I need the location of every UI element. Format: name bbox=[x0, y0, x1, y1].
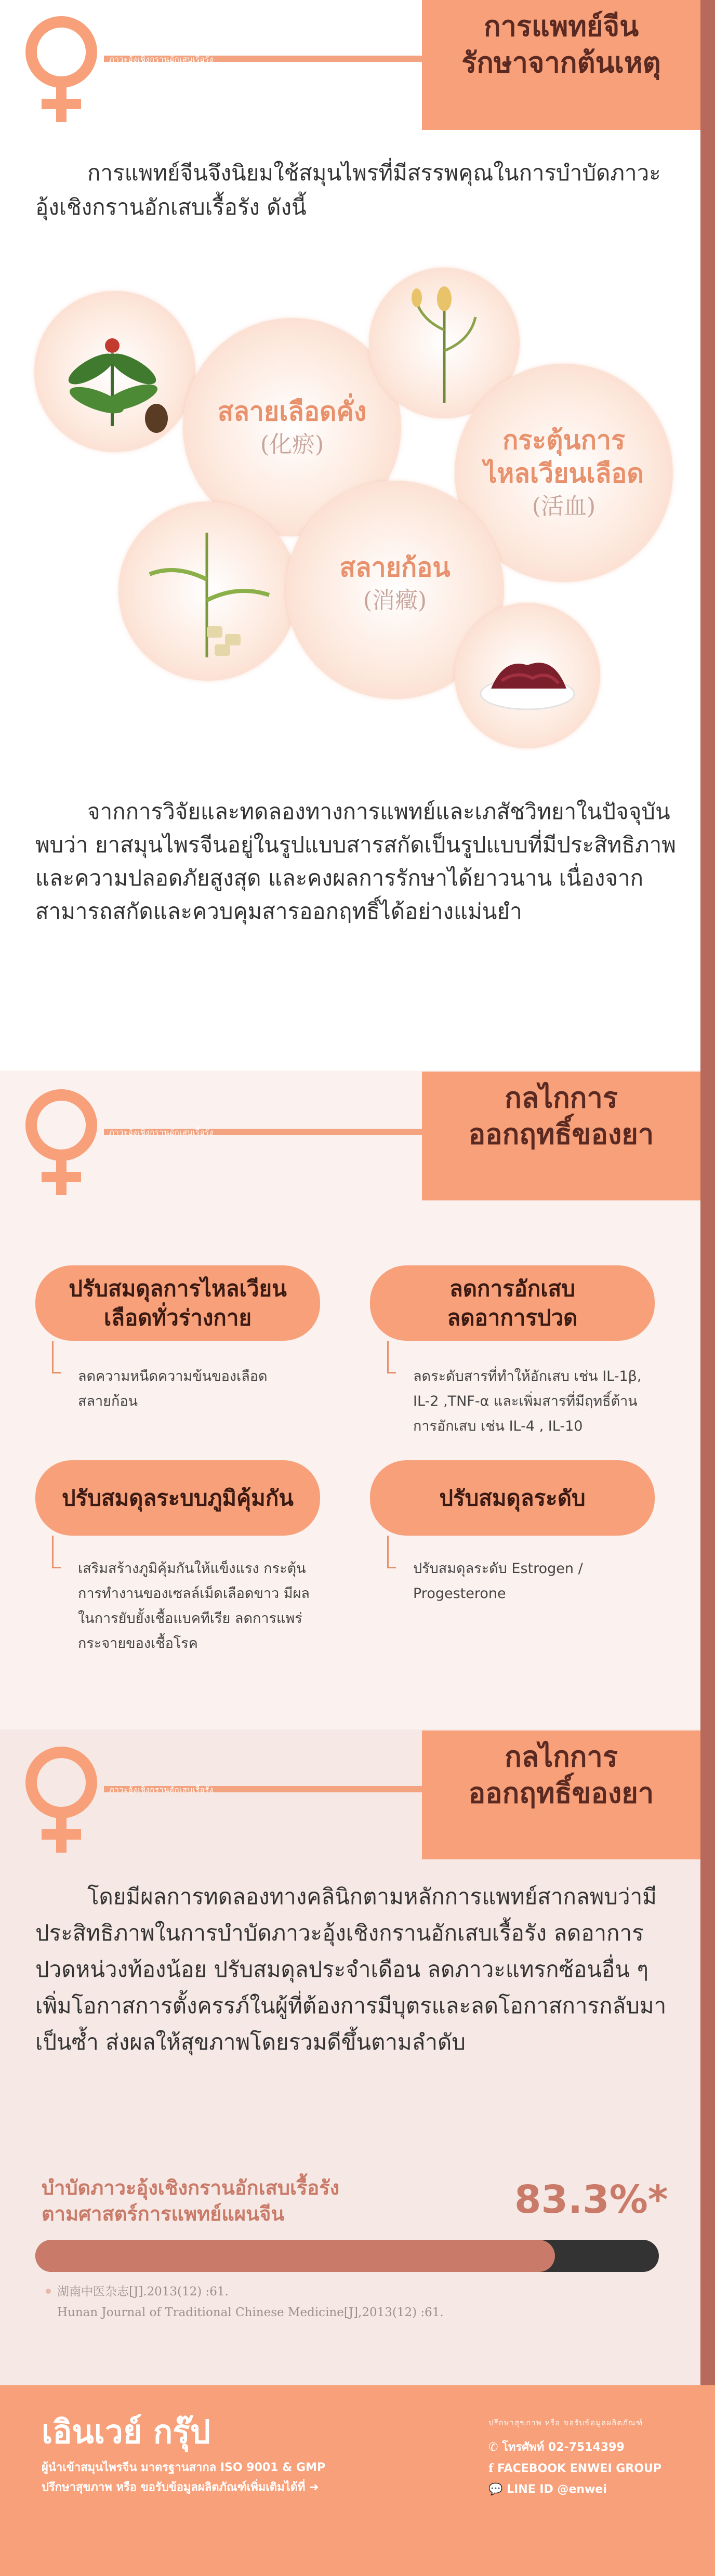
mechanism-bullet-line bbox=[387, 1341, 396, 1373]
mechanism-desc-hormone: ปรับสมดุลระดับ Estrogen / Progesterone bbox=[413, 1561, 583, 1602]
section3-title bbox=[422, 1730, 700, 1859]
section2-title-line1: กลไกการ bbox=[505, 1081, 618, 1114]
circle-mass-label: สลายก้อน (消癥) bbox=[286, 551, 504, 617]
venus-symbol-icon bbox=[25, 16, 98, 127]
mechanism-bullet-line bbox=[52, 1536, 61, 1568]
mechanism-bullet-line bbox=[52, 1341, 61, 1373]
header-tag: ภาวะอุ้งเชิงกรานอักเสบเรื้อรัง bbox=[109, 1785, 214, 1794]
circle-mass-chinese: (消癥) bbox=[363, 587, 427, 614]
section1-title-line2: รักษาจากต้นเหตุ bbox=[461, 46, 661, 79]
stat-value: 83.3%* bbox=[514, 2177, 668, 2222]
section3-title-line1: กลไกการ bbox=[505, 1740, 618, 1773]
progress-fill bbox=[35, 2240, 555, 2272]
section2-title-line2: ออกฤทธิ์ของยา bbox=[468, 1118, 654, 1151]
brand-tagline: ผู้นำเข้าสมุนไพรจีน มาตรฐานสากล ISO 9001 & GMP ปรึกษาสุขภาพ หรือ ขอรับข้อมูลผลิตภัณฑ์เพิ่มเติมได้ที่ ➜ bbox=[42, 2461, 326, 2494]
phone-contact[interactable]: ✆ โทรศัพท์ 02-7514399 bbox=[488, 2441, 625, 2454]
phone-icon: ✆ bbox=[488, 2441, 498, 2454]
herb-grass-icon bbox=[118, 501, 298, 681]
line-contact[interactable]: 💬 LINE ID @enwei bbox=[488, 2483, 607, 2496]
mechanism-pill-circulation: ปรับสมดุลการไหลเวียน เลือดทั่วร่างกาย bbox=[35, 1265, 320, 1341]
header-tag: ภาวะอุ้งเชิงกรานอักเสบเรื้อรัง bbox=[109, 1128, 214, 1137]
mechanism-bullet-line bbox=[387, 1536, 396, 1568]
right-edge-bar bbox=[700, 0, 715, 2385]
footer bbox=[0, 2385, 715, 2576]
circle-circulation-chinese: (活血) bbox=[532, 493, 596, 520]
facebook-contact[interactable]: f FACEBOOK ENWEI GROUP bbox=[488, 2462, 661, 2475]
herb-plant-icon bbox=[34, 291, 195, 452]
line-chat-icon: 💬 bbox=[488, 2483, 503, 2496]
brand-name: เอินเวย์ กรุ๊ป bbox=[42, 2413, 210, 2451]
mechanism-desc-circulation: ลดความหนืดความข้นของเลือด สลายก้อน bbox=[78, 1368, 268, 1409]
section1-title-line1: การแพทย์จีน bbox=[483, 10, 639, 43]
facebook-icon: f bbox=[488, 2462, 494, 2475]
mechanism-pill-inflammation: ลดการอักเสบ ลดอาการปวด bbox=[370, 1265, 655, 1341]
mechanism-desc-inflammation: ลดระดับสารที่ทำให้อักเสบ เช่น IL-1β, IL-2 ,TNF-α และเพิ่มสารที่มีฤทธิ์ต้าน การอักเสบ เช่น IL-4 , IL-10 bbox=[413, 1368, 642, 1434]
contact-list bbox=[488, 2437, 661, 2500]
venus-symbol-icon bbox=[25, 1746, 98, 1858]
herb-bowl-icon bbox=[455, 603, 600, 748]
circle-circulation-label: กระตุ้นการ ไหลเวียนเลือด (活血) bbox=[455, 424, 673, 523]
circle-blood-stasis-label: สลายเลือดคั่ง (化瘀) bbox=[183, 395, 401, 461]
progress-track bbox=[35, 2240, 659, 2272]
section1-body: จากการวิจัยและทดลองทางการแพทย์และเภสัชวิทยาในปัจจุบันพบว่า ยาสมุนไพรจีนอยู่ในรูปแบบสารสกัดเป็นรูปแบบที่มีประสิทธิภาพและความปลอดภัยสูงสุด และคงผลการรักษาได้ยาวนาน เนื่องจากสามารถสกัดและควบคุมสารออกฤทธิ์ได้อย่างแม่นยำ bbox=[35, 799, 676, 924]
section2-title bbox=[422, 1072, 700, 1200]
reference: 湖南中医杂志[J].2013(12) :61. Hunan Journal of Traditional Chinese Medicine[J],2013(12) :61. bbox=[57, 2285, 444, 2319]
header-tag: ภาวะอุ้งเชิงกรานอักเสบเรื้อรัง bbox=[109, 55, 214, 64]
mechanism-pill-immunity: ปรับสมดุลระบบภูมิคุ้มกัน bbox=[35, 1460, 320, 1536]
reference-bullet bbox=[46, 2289, 51, 2294]
section1-title bbox=[422, 0, 700, 130]
mechanism-pill-hormone: ปรับสมดุลระดับ bbox=[370, 1460, 655, 1536]
contact-heading: ปรึกษาสุขภาพ หรือ ขอรับข้อมูลผลิตภัณฑ์ bbox=[488, 2418, 643, 2427]
section1-intro: การแพทย์จีนจึงนิยมใช้สมุนไพรที่มีสรรพคุณในการบำบัดภาวะอุ้งเชิงกรานอักเสบเรื้อรัง ดังนี้ bbox=[35, 160, 661, 220]
herb-photo-4 bbox=[455, 603, 600, 748]
circle-blood-stasis-chinese: (化瘀) bbox=[260, 431, 324, 458]
herb-photo-3 bbox=[118, 501, 298, 681]
arrow-right-icon: ➜ bbox=[309, 2481, 319, 2494]
venus-symbol-icon bbox=[25, 1089, 98, 1200]
mechanism-desc-immunity: เสริมสร้างภูมิคุ้มกันให้แข็งแรง กระตุ้น การทำงานของเซลล์เม็ดเลือดขาว มีผล ในการยับยั้งเชื้อแบคทีเรีย ลดการแพร่ กระจายของเชื้อโรค bbox=[78, 1561, 310, 1652]
herb-photo-1 bbox=[34, 291, 195, 452]
section3-title-line2: ออกฤทธิ์ของยา bbox=[468, 1777, 654, 1809]
section3-body: โดยมีผลการทดลองทางคลินิกตามหลักการแพทย์สากลพบว่ามีประสิทธิภาพในการบำบัดภาวะอุ้งเชิงกรานอักเสบเรื้อรัง ลดอาการปวดหน่วงท้องน้อย ปรับสมดุลประจำเดือน ลดภาวะแทรกซ้อนอื่น ๆ เพิ่มโอกาสการตั้งครรภ์ในผู้ที่ต้องการมีบุตรและลดโอกาสการกลับมาเป็นซ้ำ ส่งผลให้สุขภาพโดยรวมดีขึ้นตามลำดับ bbox=[35, 1884, 667, 2055]
stat-label: บำบัดภาวะอุ้งเชิงกรานอักเสบเรื้อรัง ตามศาสตร์การแพทย์แผนจีน bbox=[42, 2176, 340, 2225]
